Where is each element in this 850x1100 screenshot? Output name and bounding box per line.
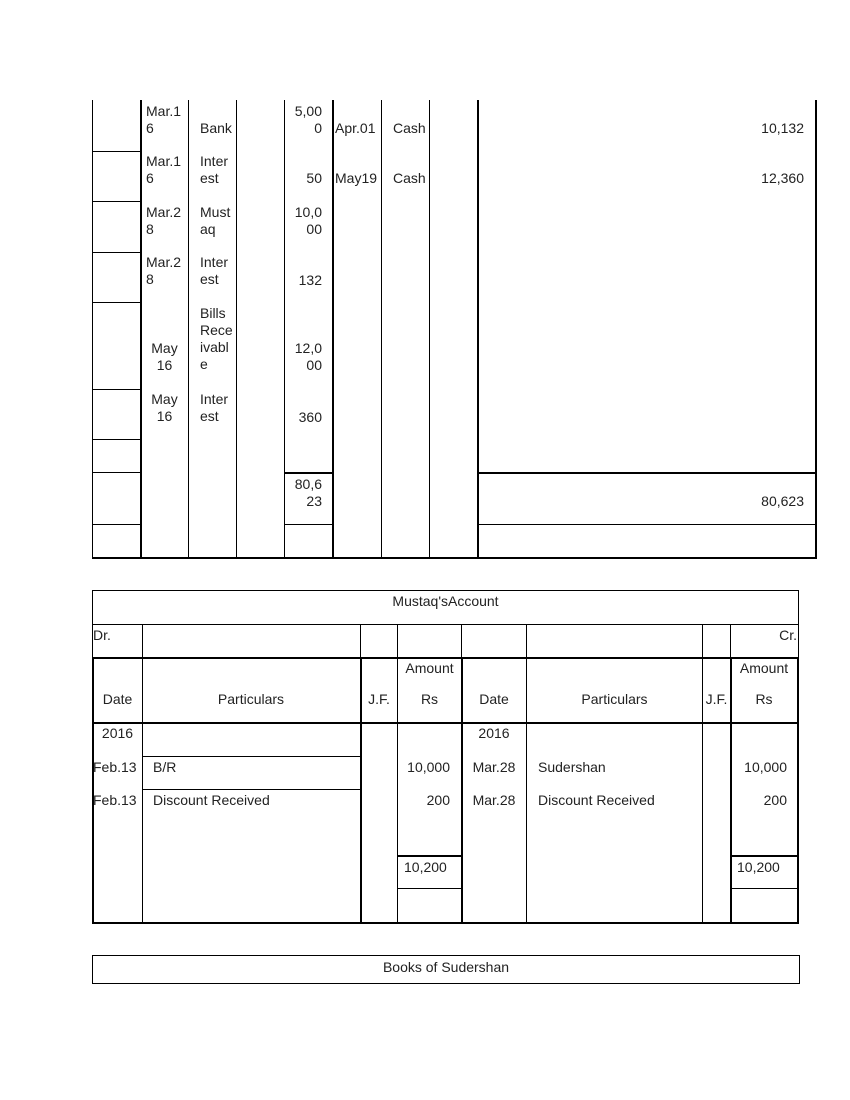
dr-entry-particulars: B/R: [153, 759, 177, 775]
ledger-date: May 16: [151, 340, 178, 373]
ledger-cr-amount: 10,132: [761, 120, 804, 136]
ledger-cr-date: May19: [335, 170, 378, 186]
header-amount-rs: Rs: [420, 691, 439, 707]
ledger-amount: 360: [298, 409, 322, 425]
dr-label: Dr.: [93, 627, 111, 643]
ledger-particulars: Bank: [200, 120, 232, 136]
dr-year: 2016: [101, 725, 134, 741]
ledger-particulars: Inter est: [200, 254, 229, 287]
ledger-dr-total: 80,6 23: [294, 476, 322, 509]
ledger-cr-date: Apr.01: [335, 120, 376, 136]
cr-total: 10,200: [737, 859, 780, 875]
header-particulars: Particulars: [581, 691, 648, 707]
ledger-cr-particulars: Cash: [393, 170, 426, 186]
header-amount: Amount: [405, 660, 454, 676]
ledger-date: Mar.1 6: [146, 153, 182, 186]
header-date: Date: [102, 691, 133, 707]
cr-entry-particulars: Sudershan: [538, 759, 606, 775]
ledger-particulars: Inter est: [200, 153, 229, 186]
books-title: Books of Sudershan: [382, 959, 510, 975]
dr-entry-amount: 200: [426, 792, 450, 808]
ledger-cr-total: 80,623: [761, 493, 804, 509]
ledger-date: May 16: [151, 391, 178, 424]
header-amount-rs: Rs: [755, 691, 773, 707]
cr-entry-amount: 10,000: [744, 759, 787, 775]
ledger-amount: 132: [298, 272, 322, 288]
ledger-cr-particulars: Cash: [393, 120, 426, 136]
header-amount: Amount: [739, 660, 789, 676]
ledger-amount: 5,00 0: [294, 103, 322, 136]
header-particulars: Particulars: [217, 691, 285, 707]
dr-entry-amount: 10,000: [407, 759, 450, 775]
header-jf: J.F.: [705, 691, 728, 707]
ledger-particulars: Bills Rece ivabl e: [200, 305, 233, 372]
ledger-date: Mar.1 6: [146, 103, 182, 136]
ledger-date: Mar.2 8: [146, 204, 182, 237]
ledger-particulars: Inter est: [200, 391, 229, 424]
account-title: Mustaq'sAccount: [392, 593, 499, 609]
cr-entry-date: Mar.28: [472, 759, 516, 775]
ledger-date: Mar.2 8: [146, 254, 182, 287]
ledger-amount: 10,0 00: [294, 204, 322, 237]
ledger-amount: 50: [306, 170, 322, 186]
header-jf: J.F.: [368, 691, 390, 707]
ledger-cr-amount: 12,360: [761, 170, 804, 186]
header-date: Date: [479, 691, 509, 707]
dr-total: 10,200: [404, 859, 447, 875]
cr-entry-amount: 200: [763, 792, 787, 808]
cr-label: Cr.: [779, 627, 797, 643]
cr-entry-date: Mar.28: [472, 792, 516, 808]
dr-entry-particulars: Discount Received: [153, 792, 270, 808]
cr-year: 2016: [478, 725, 510, 741]
dr-entry-date: Feb.13: [93, 759, 137, 775]
books-title-box: [92, 955, 800, 984]
ledger-particulars: Must aq: [200, 204, 231, 237]
ledger-amount: 12,0 00: [294, 340, 322, 373]
cr-entry-particulars: Discount Received: [538, 792, 655, 808]
dr-entry-date: Feb.13: [93, 792, 137, 808]
